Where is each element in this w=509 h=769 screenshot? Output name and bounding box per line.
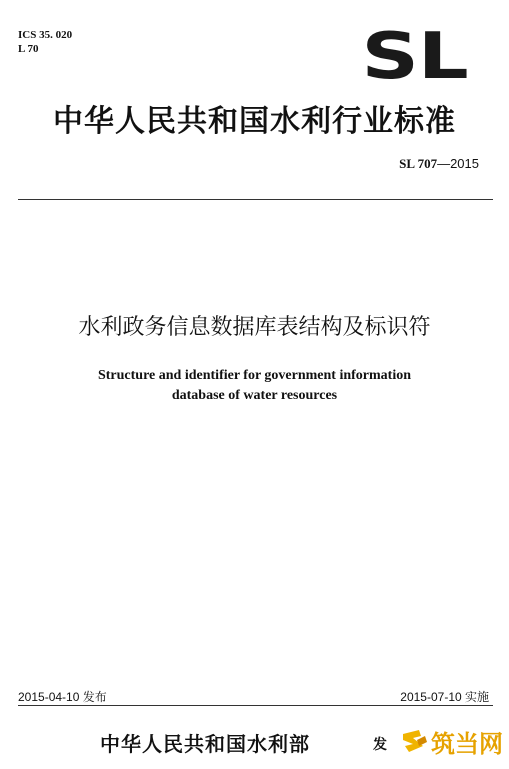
- footer-divider: [18, 705, 493, 706]
- sl-logo-text: SL: [360, 20, 468, 94]
- title-en-line-2: database of water resources: [171, 388, 338, 403]
- watermark-logo: [399, 724, 503, 758]
- title-en-line-1: Structure and identifier for government information: [97, 368, 412, 383]
- ics-code-block: [18, 28, 72, 56]
- document-title-cn: 水利政务信息数据库表结构及标识符: [78, 315, 431, 340]
- ics-code: ICS 35. 020: [18, 29, 73, 41]
- issue-date: 2015-04-10 发布: [18, 690, 107, 704]
- standard-number: [399, 156, 479, 172]
- classification-code: L 70: [18, 43, 39, 55]
- publisher-name: 中华人民共和国水利部: [100, 732, 310, 756]
- watermark-emblem-icon: [399, 726, 429, 756]
- standard-year: —2015: [437, 156, 479, 171]
- standard-code: SL 707: [399, 156, 438, 171]
- header-divider: [18, 199, 493, 200]
- org-title: 中华人民共和国水利行业标准: [53, 104, 456, 139]
- document-title-en: [0, 366, 509, 406]
- sl-logo: [354, 20, 474, 94]
- publisher-suffix: 发: [373, 737, 387, 753]
- implementation-date: 2015-07-10 实施: [400, 690, 489, 704]
- watermark-text: 筑当网: [431, 729, 503, 758]
